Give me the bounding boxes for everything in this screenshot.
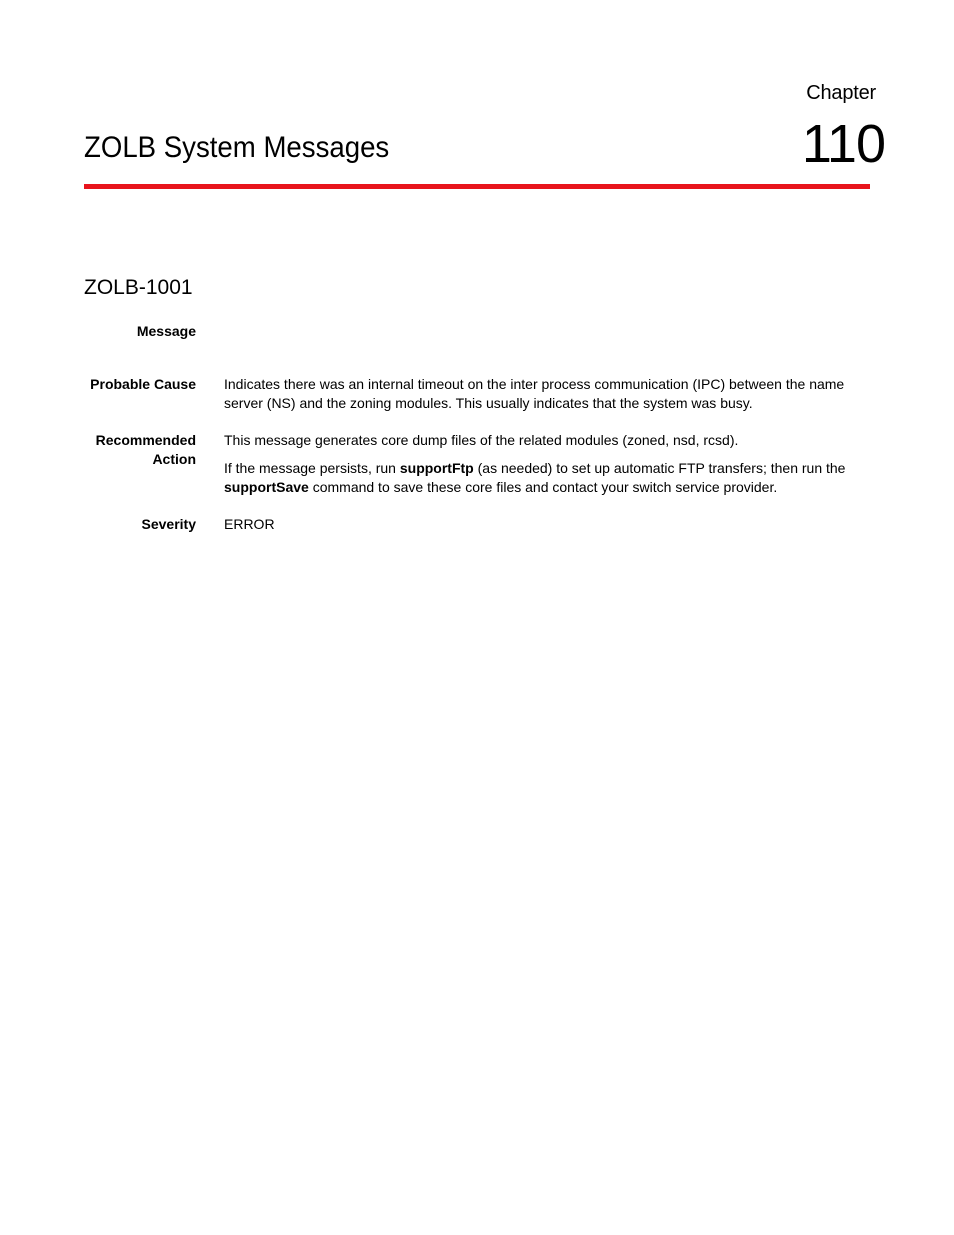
probable-cause-label: Probable Cause (90, 376, 196, 392)
recommended-action-text-part2: (as needed) to set up automatic FTP transfers; then run the (473, 460, 846, 476)
supportsave-command: supportSave (224, 479, 309, 495)
recommended-action-label-line2: Action (152, 451, 196, 467)
recommended-action-text-part3: command to save these core files and contact your switch service provider. (308, 479, 778, 495)
chapter-number: 110 (801, 114, 885, 174)
probable-cause-text (224, 375, 874, 413)
severity-value: ERROR (224, 516, 275, 532)
probable-cause-paragraph: Indicates there was an internal timeout on the inter process communication (IPC) between the name server (NS) and the zoning modules. This usually indicates that the system was busy. (224, 376, 845, 411)
recommended-action-text-part1: If the message persists, run (224, 460, 400, 476)
recommended-action-label (84, 431, 196, 469)
chapter-title: ZOLB System Messages (84, 131, 390, 164)
severity-label: Severity (141, 516, 196, 532)
recommended-action-paragraph-2 (224, 459, 874, 497)
message-label: Message (136, 323, 196, 339)
title-rule (84, 184, 870, 189)
message-id-heading: ZOLB-1001 (84, 276, 193, 299)
supportftp-command: supportFtp (399, 460, 474, 476)
recommended-action-text (224, 431, 874, 497)
recommended-action-paragraph-1: This message generates core dump files of the related modules (zoned, nsd, rcsd). (224, 432, 739, 448)
chapter-label: Chapter (806, 82, 876, 104)
recommended-action-label-line1: Recommended (95, 432, 196, 448)
